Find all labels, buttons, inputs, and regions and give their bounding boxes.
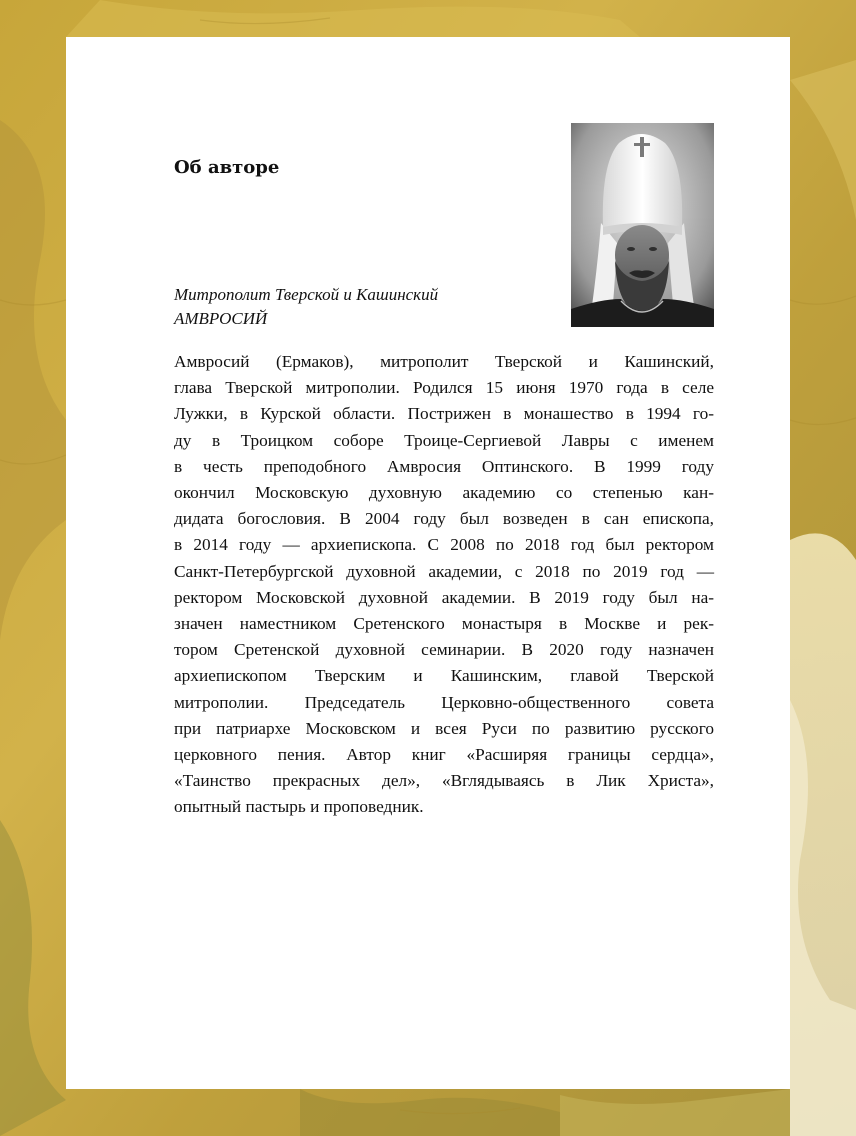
author-portrait xyxy=(571,123,714,327)
bio-line: Лужки, в Курской области. Пострижен в монашество в 1994 го- xyxy=(174,404,714,424)
bio-line: тором Сретенской духовной семинарии. В 2020 году назначен xyxy=(174,640,714,660)
white-page xyxy=(66,37,790,1089)
bio-line: церковного пения. Автор книг «Расширяя границы сердца», xyxy=(174,745,714,765)
bio-line: дидата богословия. В 2004 году был возведен в сан епископа, xyxy=(174,509,714,529)
bio-line: «Таинство прекрасных дел», «Вглядываясь в Лик Христа», xyxy=(174,771,714,791)
bio-line: архиепископом Тверским и Кашинским, главой Тверской xyxy=(174,666,714,686)
bio-line: ду в Троицком соборе Троице-Сергиевой Лавры с именем xyxy=(174,430,714,450)
section-heading: Об авторе xyxy=(174,157,280,178)
author-name: АМВРОСИЙ xyxy=(174,309,268,328)
bio-line: значен наместником Сретенского монастыря в Москве и рек- xyxy=(174,614,714,634)
author-caption xyxy=(174,283,438,331)
bio-line: Санкт-Петербургской духовной академии, с 2018 по 2019 год — xyxy=(174,561,714,581)
bio-line: при патриархе Московском и всея Руси по развитию русского xyxy=(174,718,714,738)
bio-line: опытный пастырь и проповедник. xyxy=(174,797,424,817)
bio-line: глава Тверской митрополии. Родился 15 июня 1970 года в селе xyxy=(174,378,714,398)
author-rank: Митрополит Тверской и Кашинский xyxy=(174,285,439,304)
bio-line: в 2014 году — архиепископа. С 2008 по 2018 год был ректором xyxy=(174,535,714,555)
bio-line: в честь преподобного Амвросия Оптинского. В 1999 году xyxy=(174,456,714,476)
bio-line: митрополии. Председатель Церковно-общественного совета xyxy=(174,692,714,712)
bio-line: Амвросий (Ермаков), митрополит Тверской и Кашинский, xyxy=(174,352,714,371)
bio-line: окончил Московскую духовную академию со степенью кан- xyxy=(174,483,714,503)
bio-line: ректором Московской духовной академии. В 2019 году был на- xyxy=(174,587,714,607)
author-biography xyxy=(174,349,714,821)
